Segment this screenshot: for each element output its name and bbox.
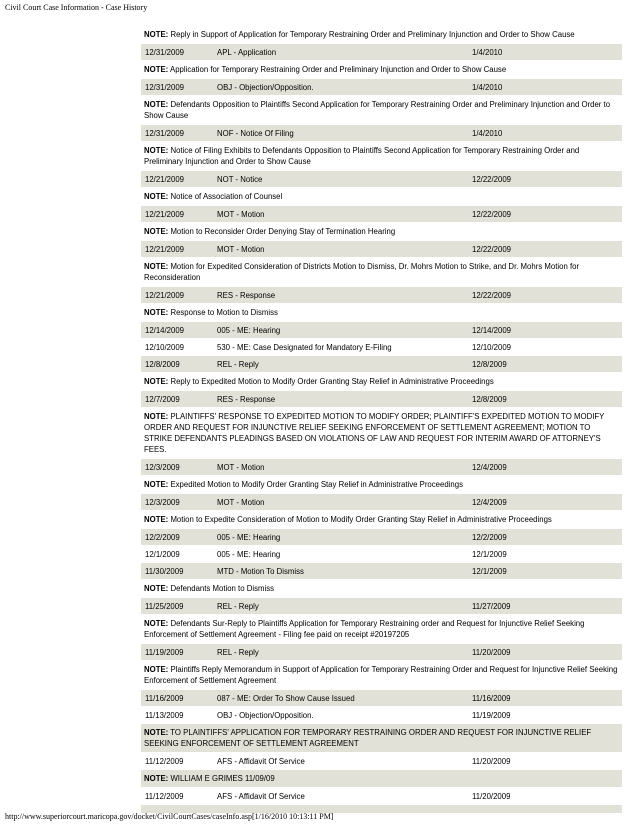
docket-note-row [141,615,622,644]
docket-note-row [141,580,622,598]
docket-note-row [141,476,622,494]
note-text: PLAINTIFFS' RESPONSE TO EXPEDITED MOTION TO MODIFY ORDER; PLAINTIFF'S EXPEDITED MOTION TO MODIFY ORDER AND REQUEST FOR INJUNCTIVE RELIEF SEEKING ENFORCEMENT OF SETTLEMENT AGREEMENT; MOTION TO STRIKE DEFENDANTS PLEADINGS BASED ON VIOLATIONS OF LAW AND REQUEST FOR INTERIM AWARD OF ATTORNEY'S FEES. [144,412,605,454]
docket-entry-row [141,529,622,546]
entry-date: 12/3/2009 [145,462,180,472]
entry-filed-date: 1/4/2010 [472,82,503,92]
entry-description: RES - Response [217,394,276,404]
note-text: Motion to Reconsider Order Denying Stay of Termination Hearing [170,227,396,236]
note-label: NOTE: [144,308,169,317]
note-label: NOTE: [144,262,169,271]
docket-entry-row [141,459,622,476]
entry-date: 11/19/2009 [145,647,184,657]
note-text-block [144,145,619,167]
note-label: NOTE: [144,584,169,593]
entry-description: 005 - ME: Hearing [217,549,281,559]
entry-filed-date: 12/22/2009 [472,290,512,300]
note-text: Reply to Expedited Motion to Modify Order Granting Stay Relief in Administrative Proceedings [170,377,494,386]
docket-entry-row [141,753,622,770]
entry-description: AFS - Affidavit Of Service [217,791,305,801]
entry-filed-date: 12/14/2009 [472,325,512,335]
entry-filed-date: 12/8/2009 [472,359,507,369]
entry-date: 12/31/2009 [145,128,185,138]
entry-description: 530 - ME: Case Designated for Mandatory E-Filing [217,342,392,352]
note-text: Motion to Expedite Consideration of Motion to Modify Order Granting Stay Relief in Administrative Proceedings [170,515,552,524]
note-label: NOTE: [144,377,169,386]
note-text-block [144,618,619,640]
entry-date: 12/1/2009 [145,549,180,559]
note-label: NOTE: [144,65,169,74]
entry-filed-date: 12/1/2009 [472,566,507,576]
docket-entry-row [141,287,622,304]
note-text: Defendants Opposition to Plaintiffs Second Application for Temporary Restraining Order and Preliminary Injunction and Order to Show Cause [144,100,611,120]
entry-filed-date: 12/8/2009 [472,394,507,404]
entry-date: 12/14/2009 [145,325,185,335]
note-text: Reply in Support of Application for Temporary Restraining Order and Preliminary Injunction and Order to Show Cause [170,30,575,39]
docket-entry-row [141,322,622,339]
entry-filed-date: 1/4/2010 [472,47,503,57]
entry-description: REL - Reply [217,359,259,369]
note-label: NOTE: [144,619,169,628]
note-text-block [144,479,463,490]
note-text-block [144,664,619,686]
docket-note-row [141,188,622,206]
docket-note-row [141,96,622,125]
entry-date: 12/2/2009 [145,532,180,542]
note-text-block [144,261,619,283]
docket-note-row [141,142,622,171]
docket-note-row [141,373,622,391]
entry-description: 005 - ME: Hearing [217,532,281,542]
docket-note-row [141,661,622,690]
note-label: NOTE: [144,515,169,524]
entry-date: 12/21/2009 [145,290,185,300]
entry-description: REL - Reply [217,601,259,611]
docket-note-row [141,258,622,287]
entry-description: AFS - Affidavit Of Service [217,756,305,766]
note-text-block [144,64,506,75]
entry-description: RES - Response [217,290,276,300]
note-text-block [144,307,278,318]
entry-date: 11/12/2009 [145,756,184,766]
entry-description: NOT - Notice [217,174,263,184]
note-text: Notice of Association of Counsel [170,192,283,201]
docket-note-row [141,61,622,79]
entry-date: 12/8/2009 [145,359,180,369]
note-text-block [144,191,282,202]
entry-date: 11/13/2009 [145,710,184,720]
docket-entry-row [141,391,622,408]
note-text-block [144,226,395,237]
note-text-block [144,411,619,455]
note-label: NOTE: [144,665,169,674]
docket-entry-row [141,788,622,805]
note-text-block [144,727,619,749]
entry-filed-date: 12/22/2009 [472,244,512,254]
entry-date: 12/31/2009 [145,82,185,92]
entry-description: 005 - ME: Hearing [217,325,281,335]
docket-entry-row [141,707,622,724]
entry-filed-date: 12/22/2009 [472,174,512,184]
docket-entry-row [141,44,622,61]
entry-filed-date: 12/4/2009 [472,462,507,472]
entry-date: 12/3/2009 [145,497,180,507]
note-text: Notice of Filing Exhibits to Defendants Opposition to Plaintiffs Second Application for Temporary Restraining Order and Preliminary Injunction and Order to Show Cause [144,146,580,166]
docket-entry-row [141,356,622,373]
note-label: NOTE: [144,146,169,155]
entry-date: 12/21/2009 [145,209,185,219]
entry-date: 12/21/2009 [145,244,185,254]
docket-note-row [141,770,622,788]
note-text-block [144,514,552,525]
note-text-block [144,99,619,121]
entry-description: MOT - Motion [217,462,265,472]
docket-entry-row [141,206,622,223]
entry-description: MOT - Motion [217,209,265,219]
docket-entry-row [141,644,622,661]
note-text: Application for Temporary Restraining Order and Preliminary Injunction and Order to Show Cause [170,65,507,74]
entry-date: 11/30/2009 [145,566,184,576]
note-label: NOTE: [144,100,169,109]
note-label: NOTE: [144,192,169,201]
entry-description: NOF - Notice Of Filing [217,128,294,138]
entry-filed-date: 11/20/2009 [472,791,511,801]
entry-filed-date: 12/4/2009 [472,497,507,507]
docket-note-row [141,26,622,44]
note-text: Defendants Motion to Dismiss [170,584,275,593]
entry-description: OBJ - Objection/Opposition. [217,82,314,92]
docket-note-row [141,724,622,753]
entry-filed-date: 12/10/2009 [472,342,512,352]
docket-note-row [141,304,622,322]
docket-entry-row [141,494,622,511]
entry-date: 12/7/2009 [145,394,180,404]
entry-filed-date: 11/20/2009 [472,647,511,657]
note-label: NOTE: [144,480,169,489]
note-label: NOTE: [144,774,169,783]
entry-description: MTD - Motion To Dismiss [217,566,304,576]
entry-date: 12/10/2009 [145,342,185,352]
docket-entry-row [141,598,622,615]
entry-description: APL - Application [217,47,277,57]
entry-description: OBJ - Objection/Opposition. [217,710,314,720]
note-label: NOTE: [144,227,169,236]
entry-date: 12/31/2009 [145,47,185,57]
note-text: TO PLAINTIFFS' APPLICATION FOR TEMPORARY RESTRAINING ORDER AND REQUEST FOR INJUNCTIVE RELIEF SEEKING ENFORCEMENT OF SETTLEMENT AGREEMENT [144,728,592,748]
docket-note-row [141,408,622,459]
entry-date: 11/16/2009 [145,693,184,703]
docket-note-row [141,511,622,529]
docket-entry-row [141,546,622,563]
note-label: NOTE: [144,728,169,737]
note-text: Expedited Motion to Modify Order Granting Stay Relief in Administrative Proceedings [170,480,463,489]
entry-date: 11/25/2009 [145,601,184,611]
docket-entry-row [141,79,622,96]
entry-filed-date: 1/4/2010 [472,128,503,138]
note-text: Plaintiffs Reply Memorandum in Support of Application for Temporary Restraining Order and Request for Injunctive Relief Seeking Enforcement of Settlement Agreement [144,665,618,685]
entry-filed-date: 12/2/2009 [472,532,507,542]
note-text: Motion for Expedited Consideration of Districts Motion to Dismiss, Dr. Mohrs Motion to Strike, and Dr. Mohrs Motion for Reconsideration [144,262,580,282]
page-footer-url: http://www.superiorcourt.maricopa.gov/docket/CivilCourtCases/caseInfo.asp[1/16/2010 10:13:11 PM] [5,812,334,821]
entry-filed-date: 12/1/2009 [472,549,507,559]
note-label: NOTE: [144,412,169,421]
entry-date: 11/12/2009 [145,791,184,801]
note-text-block [144,376,494,387]
docket-entry-row [141,241,622,258]
page-header-title: Civil Court Case Information - Case History [5,3,148,12]
case-history-docket [141,26,622,801]
docket-note-row [141,223,622,241]
entry-filed-date: 12/22/2009 [472,209,512,219]
note-label: NOTE: [144,30,169,39]
docket-entry-row [141,171,622,188]
entry-date: 12/21/2009 [145,174,185,184]
note-text: Response to Motion to Dismiss [170,308,278,317]
entry-description: MOT - Motion [217,244,265,254]
docket-entry-row [141,563,622,580]
note-text-block [144,583,274,594]
note-text-block [144,773,275,784]
entry-filed-date: 11/20/2009 [472,756,511,766]
entry-description: REL - Reply [217,647,259,657]
entry-filed-date: 11/16/2009 [472,693,511,703]
entry-description: MOT - Motion [217,497,265,507]
note-text: Defendants Sur-Reply to Plaintiffs Application for Temporary Restraining order and Request for Injunctive Relief Seeking Enforcement of Settlement Agreement - Filing fee paid on receipt #20197205 [144,619,585,639]
docket-entry-row [141,125,622,142]
note-text: WILLIAM E GRIMES 11/09/09 [170,774,275,783]
note-text-block [144,29,575,40]
entry-filed-date: 11/27/2009 [472,601,511,611]
docket-entry-row [141,339,622,356]
entry-description: 087 - ME: Order To Show Cause Issued [217,693,355,703]
entry-filed-date: 11/19/2009 [472,710,511,720]
docket-entry-row [141,690,622,707]
